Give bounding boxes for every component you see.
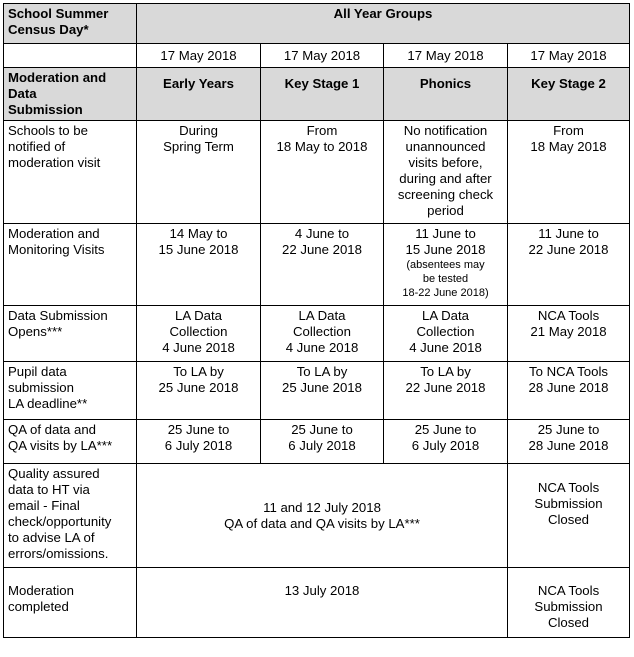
- census-date: 17 May 2018: [137, 44, 261, 68]
- census-date: 17 May 2018: [384, 44, 508, 68]
- table-cell: NCA Tools Submission Closed: [508, 568, 630, 638]
- census-timetable-table: [3, 3, 630, 638]
- census-date: 17 May 2018: [261, 44, 384, 68]
- early-years-header: Early Years: [137, 68, 261, 121]
- row-label: Pupil data submission LA deadline**: [4, 362, 137, 420]
- table-cell: NCA Tools Submission Closed: [508, 464, 630, 568]
- table-row: [4, 420, 630, 464]
- table-row: [4, 464, 630, 568]
- table-cell: 25 June to 6 July 2018: [384, 420, 508, 464]
- row-label: Moderation completed: [4, 568, 137, 638]
- phonics-header: Phonics: [384, 68, 508, 121]
- row-label: Quality assured data to HT via email - Final check/opportunity to advise LA of errors/omissions.: [4, 464, 137, 568]
- table-cell: NCA Tools 21 May 2018: [508, 306, 630, 362]
- merged-cell: 11 and 12 July 2018 QA of data and QA visits by LA***: [137, 464, 508, 568]
- table-row: [4, 306, 630, 362]
- table-cell: LA Data Collection 4 June 2018: [137, 306, 261, 362]
- moderation-header: Moderation and Data Submission: [4, 68, 137, 121]
- table-cell: [384, 224, 508, 306]
- table-cell: 25 June to 6 July 2018: [137, 420, 261, 464]
- row-label: QA of data and QA visits by LA***: [4, 420, 137, 464]
- table-cell: During Spring Term: [137, 121, 261, 224]
- census-date: 17 May 2018: [508, 44, 630, 68]
- merged-cell: 13 July 2018: [137, 568, 508, 638]
- table-cell: To LA by 25 June 2018: [261, 362, 384, 420]
- table-row: [4, 568, 630, 638]
- row-label: Schools to be notified of moderation visit: [4, 121, 137, 224]
- table-cell: LA Data Collection 4 June 2018: [384, 306, 508, 362]
- table-cell: 11 June to 22 June 2018: [508, 224, 630, 306]
- column-header-row: [4, 68, 630, 121]
- key-stage-2-header: Key Stage 2: [508, 68, 630, 121]
- table-cell: 25 June to 6 July 2018: [261, 420, 384, 464]
- table-cell: To NCA Tools 28 June 2018: [508, 362, 630, 420]
- table-cell: To LA by 22 June 2018: [384, 362, 508, 420]
- table-cell: From 18 May to 2018: [261, 121, 384, 224]
- table-cell: 14 May to 15 June 2018: [137, 224, 261, 306]
- census-day-header: School Summer Census Day*: [4, 4, 137, 44]
- table-cell: LA Data Collection 4 June 2018: [261, 306, 384, 362]
- row-label: Data Submission Opens***: [4, 306, 137, 362]
- phonics-visit-dates: 11 June to 15 June 2018: [405, 226, 486, 257]
- all-year-groups-header: All Year Groups: [137, 4, 630, 44]
- table-cell: To LA by 25 June 2018: [137, 362, 261, 420]
- table-row: [4, 362, 630, 420]
- table-header-row: [4, 4, 630, 44]
- table-row: [4, 121, 630, 224]
- row-label: Moderation and Monitoring Visits: [4, 224, 137, 306]
- census-dates-row: [4, 44, 630, 68]
- table-cell: 4 June to 22 June 2018: [261, 224, 384, 306]
- table-row: [4, 224, 630, 306]
- table-cell: 25 June to 28 June 2018: [508, 420, 630, 464]
- phonics-absentee-note: (absentees may be tested 18-22 June 2018): [402, 259, 489, 299]
- key-stage-1-header: Key Stage 1: [261, 68, 384, 121]
- table-cell: From 18 May 2018: [508, 121, 630, 224]
- census-dates-blank: [4, 44, 137, 68]
- table-cell: No notification unannounced visits before, during and after screening check period: [384, 121, 508, 224]
